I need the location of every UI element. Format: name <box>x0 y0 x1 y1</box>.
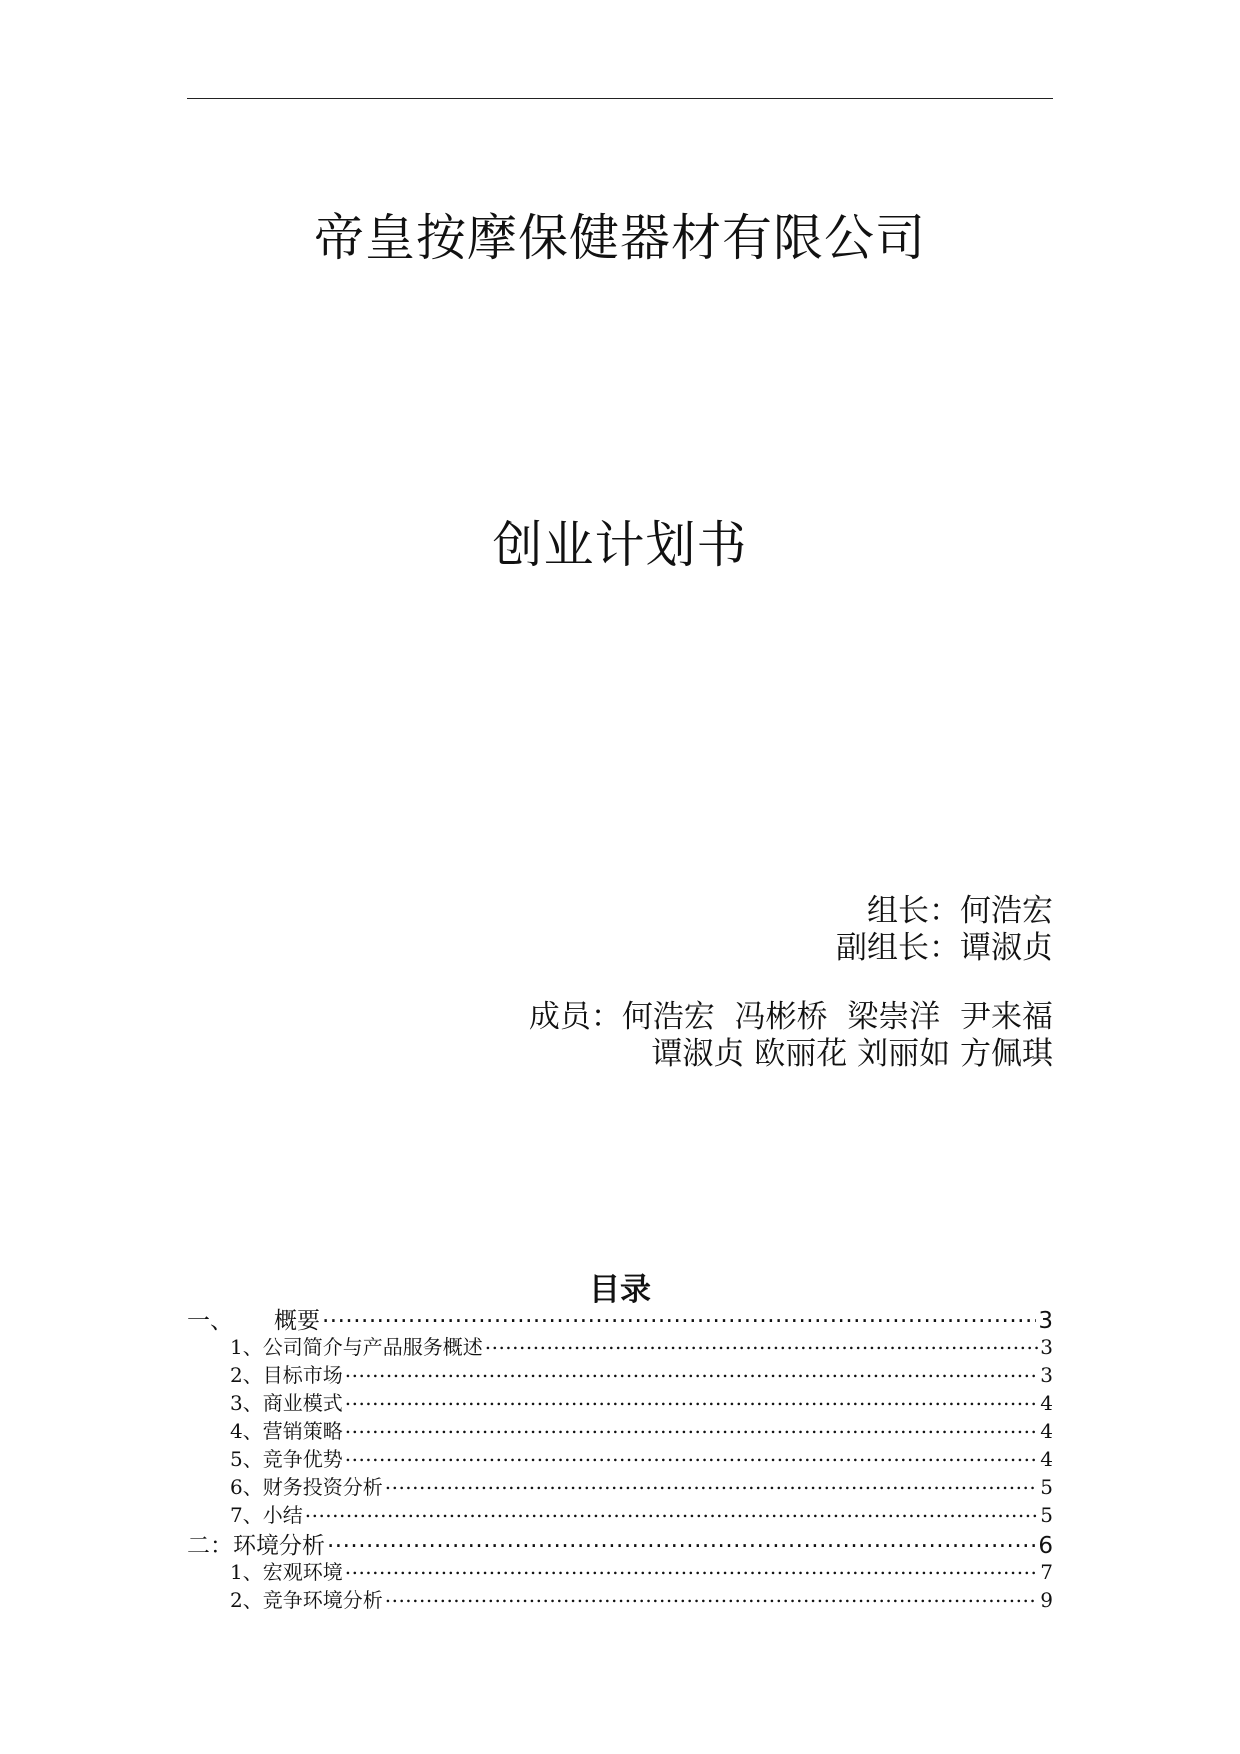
team-leader: 组长：何浩宏 <box>867 893 1053 929</box>
toc-leader-dots <box>345 1559 1039 1579</box>
toc-entry[interactable] <box>187 1556 1053 1584</box>
toc-entry-number: 1、 <box>230 1560 263 1584</box>
toc-entry-number: 2、 <box>230 1588 263 1612</box>
toc-entry-label: 营销策略 <box>262 1419 343 1443</box>
toc-leader-dots <box>327 1530 1036 1553</box>
toc-entry-number: 二： <box>187 1533 233 1556</box>
toc-entry-label: 公司简介与产品服务概述 <box>262 1335 483 1359</box>
toc-entry[interactable] <box>187 1387 1053 1415</box>
toc-entry-label: 商业模式 <box>262 1391 343 1415</box>
document-title: 创业计划书 <box>492 516 748 574</box>
team-roster <box>529 893 1053 1073</box>
toc-leader-dots <box>345 1446 1039 1466</box>
toc-leader-dots <box>305 1502 1039 1522</box>
team-members-line2: 谭淑贞 欧丽花 刘丽如 方佩琪 <box>651 1036 1053 1072</box>
toc-entry-label: 小结 <box>262 1503 303 1527</box>
toc-entry-label: 目标市场 <box>262 1363 343 1387</box>
toc-entry-number: 2、 <box>230 1363 263 1387</box>
toc-entry-page: 5 <box>1040 1475 1053 1499</box>
toc-entry-number: 7、 <box>230 1503 263 1527</box>
toc-entry[interactable] <box>187 1415 1053 1443</box>
toc-entry-label: 竞争优势 <box>262 1447 343 1471</box>
toc-entry-number: 4、 <box>230 1419 263 1443</box>
toc-entry-label: 概要 <box>274 1308 320 1331</box>
company-name: 帝皇按摩保健器材有限公司 <box>314 209 926 267</box>
toc-entry-number: 3、 <box>230 1391 263 1415</box>
toc-entry-page: 3 <box>1038 1308 1053 1331</box>
toc-entry-page: 4 <box>1040 1419 1053 1443</box>
toc-entry-label: 宏观环境 <box>262 1560 343 1584</box>
toc-entry[interactable] <box>187 1331 1053 1359</box>
toc-entry-page: 7 <box>1040 1560 1053 1584</box>
team-vice-leader: 副组长：谭淑贞 <box>836 930 1053 966</box>
header-rule <box>187 98 1053 99</box>
toc-entry[interactable] <box>187 1584 1053 1612</box>
toc-leader-dots <box>345 1390 1039 1410</box>
toc-entry-page: 4 <box>1040 1447 1053 1471</box>
toc-entry-number: 一、 <box>187 1308 233 1331</box>
toc-entry-number: 6、 <box>230 1475 263 1499</box>
toc-leader-dots <box>385 1587 1039 1607</box>
toc-entry-page: 5 <box>1040 1503 1053 1527</box>
toc-entry-label: 竞争环境分析 <box>262 1588 383 1612</box>
toc-entry[interactable] <box>187 1302 1053 1331</box>
toc-entry-page: 6 <box>1038 1533 1053 1556</box>
toc-entry[interactable] <box>187 1471 1053 1499</box>
table-of-contents <box>187 1302 1053 1612</box>
toc-entry-page: 3 <box>1040 1335 1053 1359</box>
toc-leader-dots <box>485 1334 1039 1354</box>
toc-leader-dots <box>385 1474 1039 1494</box>
toc-entry-number: 5、 <box>230 1447 263 1471</box>
toc-entry-page: 9 <box>1040 1588 1053 1612</box>
toc-leader-dots <box>322 1305 1036 1328</box>
toc-leader-dots <box>345 1362 1039 1382</box>
toc-entry[interactable] <box>187 1443 1053 1471</box>
toc-entry-number: 1、 <box>230 1335 263 1359</box>
toc-title: 目录 <box>589 1272 651 1308</box>
toc-leader-dots <box>345 1418 1039 1438</box>
toc-entry-page: 4 <box>1040 1391 1053 1415</box>
toc-entry[interactable] <box>187 1359 1053 1387</box>
toc-entry[interactable] <box>187 1527 1053 1556</box>
toc-entry-label: 环境分析 <box>233 1533 325 1556</box>
team-members-line1: 成员：何浩宏 冯彬桥 梁崇洋 尹来福 <box>528 999 1053 1035</box>
toc-entry-page: 3 <box>1040 1363 1053 1387</box>
toc-entry-label: 财务投资分析 <box>262 1475 383 1499</box>
toc-entry[interactable] <box>187 1499 1053 1527</box>
